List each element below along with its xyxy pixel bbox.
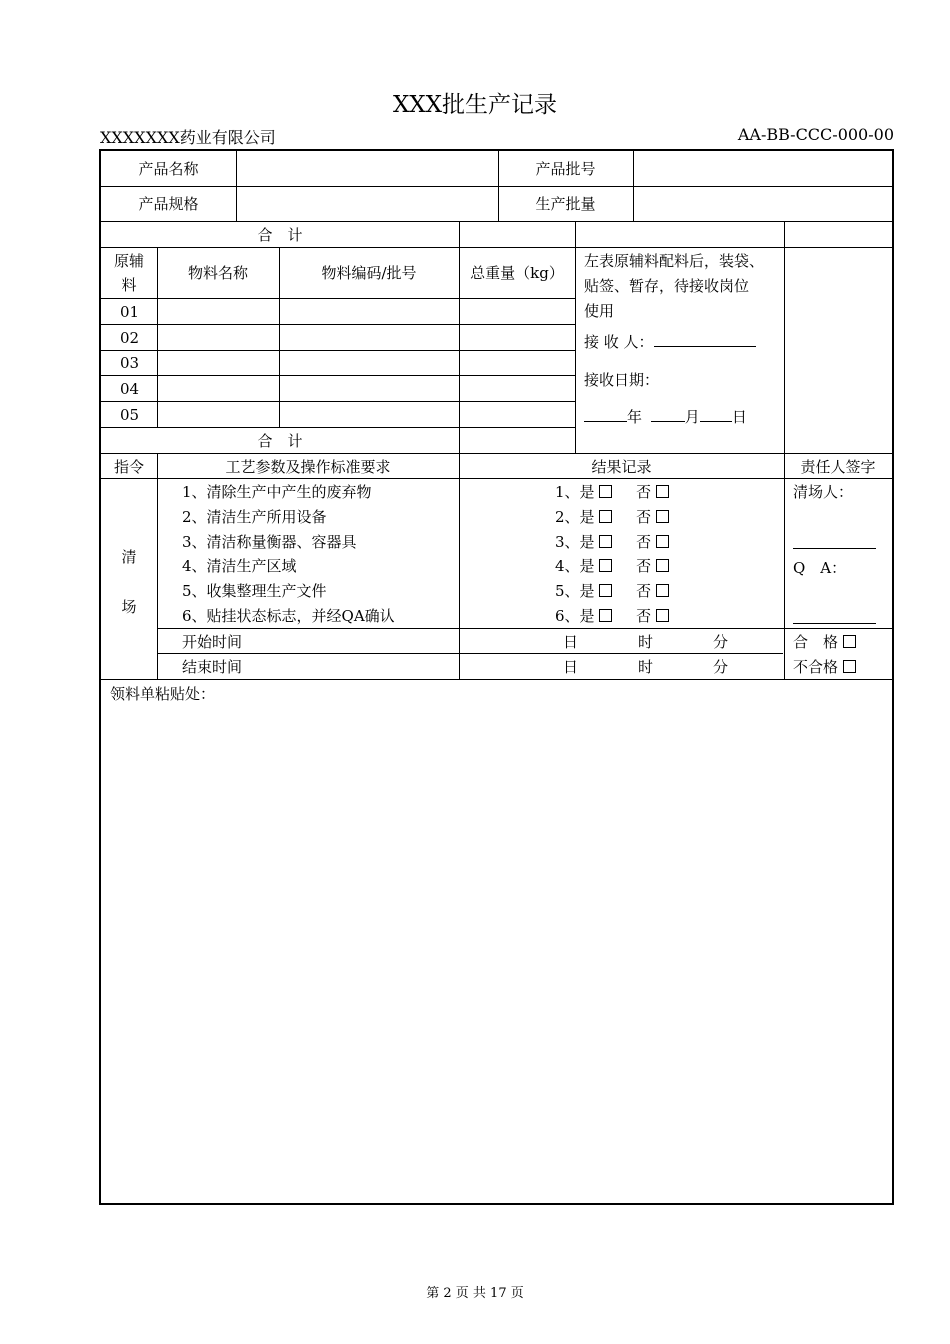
result-yes-label: 3、是 — [555, 533, 595, 551]
result-row — [555, 532, 669, 552]
result-row — [555, 482, 669, 502]
material-row-number: 02 — [120, 329, 140, 347]
result-no-label: 否 — [636, 582, 652, 600]
result-row — [555, 606, 669, 626]
day-blank[interactable] — [700, 407, 732, 422]
receiver-blank[interactable] — [654, 332, 756, 347]
process-step: 2、清洁生产所用设备 — [182, 508, 327, 526]
no-checkbox[interactable] — [656, 510, 669, 523]
clearance-label-2: 场 — [121, 598, 137, 616]
end-hour-label: 时 — [638, 658, 654, 676]
result-header: 结果记录 — [591, 458, 652, 476]
paste-area-label: 领料单粘贴处： — [110, 685, 216, 703]
end-time-label: 结束时间 — [182, 658, 243, 676]
no-checkbox[interactable] — [656, 535, 669, 548]
result-row — [555, 556, 669, 576]
start-day-label: 日 — [563, 633, 579, 651]
no-checkbox[interactable] — [656, 584, 669, 597]
yes-checkbox[interactable] — [599, 485, 612, 498]
no-checkbox[interactable] — [656, 609, 669, 622]
company-name: XXXXXXX药业有限公司 — [100, 128, 276, 147]
process-step: 6、贴挂状态标志，并经QA确认 — [182, 607, 395, 625]
result-yes-label: 6、是 — [555, 607, 595, 625]
pass-option — [793, 632, 856, 652]
month-blank[interactable] — [651, 407, 685, 422]
materials-total-label: 合 计 — [257, 226, 303, 244]
product-spec-label: 产品规格 — [138, 195, 199, 213]
pass-label: 合 格 — [793, 633, 839, 651]
result-no-label: 否 — [636, 508, 652, 526]
result-yes-label: 4、是 — [555, 557, 595, 575]
start-minute-label: 分 — [713, 633, 729, 651]
result-no-label: 否 — [636, 483, 652, 501]
day-label: 日 — [731, 408, 747, 426]
end-minute-label: 分 — [713, 658, 729, 676]
product-name-label: 产品名称 — [138, 160, 199, 178]
month-label: 月 — [684, 408, 700, 426]
clearance-label-1: 清 — [121, 548, 137, 566]
document-number: AA-BB-CCC-000-00 — [737, 125, 894, 144]
material-weight-header: 总重量（kg） — [470, 264, 564, 282]
material-note-line: 左表原辅料配料后，装袋、 — [584, 252, 765, 270]
process-step: 4、清洁生产区域 — [182, 557, 297, 575]
receive-date-label: 接收日期： — [584, 371, 660, 389]
material-row-number: 05 — [120, 406, 140, 424]
no-checkbox[interactable] — [656, 559, 669, 572]
start-time-label: 开始时间 — [182, 633, 243, 651]
batch-size-label: 生产批量 — [535, 195, 596, 213]
fail-label: 不合格 — [793, 658, 839, 676]
result-row — [555, 581, 669, 601]
end-day-label: 日 — [563, 658, 579, 676]
result-row — [555, 507, 669, 527]
result-no-label: 否 — [636, 533, 652, 551]
yes-checkbox[interactable] — [599, 559, 612, 572]
no-checkbox[interactable] — [656, 485, 669, 498]
year-blank[interactable] — [584, 407, 627, 422]
cleaner-label: 清场人： — [793, 483, 854, 501]
cleaner-signature-line[interactable] — [793, 548, 876, 549]
yes-checkbox[interactable] — [599, 609, 612, 622]
yes-checkbox[interactable] — [599, 584, 612, 597]
signature-header: 责任人签字 — [800, 458, 876, 476]
receiver-label — [584, 332, 756, 352]
receiver-label-text: 接 收 人： — [584, 333, 654, 351]
pass-checkbox[interactable] — [843, 635, 856, 648]
receive-date-fields — [584, 407, 747, 427]
yes-checkbox[interactable] — [599, 535, 612, 548]
material-type-header-2: 料 — [121, 276, 137, 294]
record-form — [99, 149, 894, 1205]
material-type-header-1: 原辅 — [113, 252, 144, 270]
params-header: 工艺参数及操作标准要求 — [225, 458, 391, 476]
material-row-number: 04 — [120, 380, 140, 398]
process-step: 5、收集整理生产文件 — [182, 582, 327, 600]
material-note-line: 使用 — [584, 302, 615, 320]
material-code-header: 物料编码/批号 — [321, 264, 417, 282]
qa-label: Q A： — [793, 559, 847, 577]
material-row-number: 03 — [120, 354, 140, 372]
result-no-label: 否 — [636, 607, 652, 625]
material-name-header: 物料名称 — [187, 264, 248, 282]
instruction-header: 指令 — [113, 458, 144, 476]
result-yes-label: 2、是 — [555, 508, 595, 526]
result-no-label: 否 — [636, 557, 652, 575]
process-step: 1、清除生产中产生的废弃物 — [182, 483, 372, 501]
page-title: XXX批生产记录 — [392, 92, 558, 118]
result-yes-label: 5、是 — [555, 582, 595, 600]
yes-checkbox[interactable] — [599, 510, 612, 523]
product-batch-label: 产品批号 — [535, 160, 596, 178]
result-yes-label: 1、是 — [555, 483, 595, 501]
fail-option — [793, 657, 856, 677]
materials-total-label-bottom: 合 计 — [257, 432, 303, 450]
fail-checkbox[interactable] — [843, 660, 856, 673]
material-note-line: 贴签、暂存，待接收岗位 — [584, 277, 750, 295]
start-hour-label: 时 — [638, 633, 654, 651]
year-label: 年 — [627, 408, 643, 426]
page-footer: 第 2 页 共 17 页 — [426, 1286, 524, 1301]
material-row-number: 01 — [120, 303, 140, 321]
qa-signature-line[interactable] — [793, 623, 876, 624]
process-step: 3、清洁称量衡器、容器具 — [182, 533, 357, 551]
